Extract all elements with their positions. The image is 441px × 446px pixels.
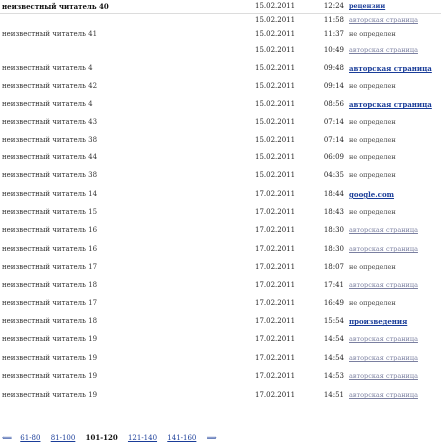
visit-date: 17.02.2011 — [255, 317, 296, 325]
table-row — [0, 279, 441, 292]
reader-name: неизвестный читатель 41 — [2, 30, 98, 38]
table-row — [0, 224, 441, 237]
visit-date: 17.02.2011 — [255, 245, 296, 253]
referrer-source[interactable]: авторская страница — [349, 391, 418, 399]
prev-page-arrow[interactable]: ⟸ — [2, 434, 13, 442]
visit-date: 17.02.2011 — [255, 391, 296, 399]
page-link-4[interactable]: 121-140 — [127, 434, 158, 442]
reader-name: неизвестный читатель 14 — [2, 190, 98, 198]
visit-time: 17:41 — [323, 281, 344, 289]
referrer-source: не определен — [349, 299, 396, 307]
table-row — [0, 188, 441, 201]
reader-name — [2, 44, 120, 57]
reader-name: неизвестный читатель 18 — [2, 281, 98, 289]
table-row — [0, 98, 441, 111]
visit-date: 17.02.2011 — [255, 299, 296, 307]
referrer-source[interactable]: авторская страница — [349, 335, 418, 343]
visit-time: 18:30 — [323, 245, 344, 253]
visit-time: 14:51 — [323, 391, 344, 399]
visit-time: 10:49 — [323, 46, 344, 54]
visit-date: 15.02.2011 — [255, 100, 296, 108]
visit-date: 15.02.2011 — [255, 16, 296, 24]
table-row — [0, 352, 441, 365]
reader-name: неизвестный читатель 18 — [2, 317, 98, 325]
reader-name: неизвестный читатель 40 — [2, 2, 109, 11]
referrer-source: не определен — [349, 82, 396, 90]
visit-time: 07:14 — [323, 118, 344, 126]
page-current: 101-120 — [85, 433, 118, 442]
referrer-source[interactable]: рецензии — [349, 2, 386, 10]
visit-time: 11:37 — [323, 30, 344, 38]
visit-date: 17.02.2011 — [255, 208, 296, 216]
table-row — [0, 134, 441, 147]
visit-time: 07:14 — [323, 136, 344, 144]
reader-name: неизвестный читатель 17 — [2, 263, 98, 271]
visit-date: 15.02.2011 — [255, 46, 296, 54]
table-row — [0, 297, 441, 310]
reader-name: неизвестный читатель 42 — [2, 82, 98, 90]
referrer-source: не определен — [349, 208, 396, 216]
visit-time: 18:43 — [323, 208, 344, 216]
visit-date: 15.02.2011 — [255, 171, 296, 179]
visit-date: 17.02.2011 — [255, 190, 296, 198]
reader-name: неизвестный читатель 17 — [2, 299, 98, 307]
referrer-source: не определен — [349, 30, 396, 38]
visit-time: 18:44 — [323, 190, 344, 198]
table-row — [0, 28, 441, 41]
referrer-source: не определен — [349, 118, 396, 126]
table-row — [0, 206, 441, 219]
page-link-5[interactable]: 141-160 — [167, 434, 197, 442]
referrer-source: не определен — [349, 263, 396, 271]
visit-date: 17.02.2011 — [255, 263, 296, 271]
visit-time: 14:54 — [323, 335, 344, 343]
reader-name: неизвестный читатель 4 — [2, 100, 93, 108]
visit-date: 17.02.2011 — [255, 335, 296, 343]
referrer-source[interactable]: авторская страница — [349, 46, 418, 54]
visit-time: 16:49 — [323, 299, 344, 307]
table-row — [0, 80, 441, 93]
page-link-1[interactable]: 61-80 — [20, 434, 41, 442]
visit-time: 09:14 — [323, 82, 344, 90]
next-page-arrow[interactable]: ⟹ — [206, 434, 217, 442]
table-row — [0, 389, 441, 402]
table-row — [0, 370, 441, 383]
visit-time: 11:58 — [323, 16, 344, 24]
reader-name: неизвестный читатель 19 — [2, 372, 98, 380]
referrer-source[interactable]: произведения — [349, 317, 408, 326]
table-row — [0, 243, 441, 256]
reader-name: неизвестный читатель 44 — [2, 153, 98, 161]
table-row — [0, 261, 441, 274]
visit-date: 17.02.2011 — [255, 226, 296, 234]
table-row — [0, 14, 441, 27]
visit-date: 15.02.2011 — [255, 118, 296, 126]
table-row — [0, 116, 441, 129]
table-row — [0, 169, 441, 182]
pagination — [2, 432, 439, 444]
referrer-source[interactable]: авторская страница — [349, 281, 418, 289]
visit-date: 17.02.2011 — [255, 354, 296, 362]
visit-date: 15.02.2011 — [255, 64, 296, 72]
visit-date: 15.02.2011 — [255, 153, 296, 161]
reader-name: неизвестный читатель 19 — [2, 354, 98, 362]
referrer-source[interactable]: авторская страница — [349, 16, 418, 24]
reader-name: неизвестный читатель 16 — [2, 245, 98, 253]
visit-time: 09:48 — [323, 64, 344, 72]
table-row — [0, 62, 441, 75]
visit-date: 17.02.2011 — [255, 281, 296, 289]
reader-name: неизвестный читатель 16 — [2, 226, 98, 234]
visit-time: 15:54 — [323, 317, 344, 325]
visit-time: 18:30 — [323, 226, 344, 234]
visit-time: 18:07 — [323, 263, 344, 271]
visit-time: 12:24 — [323, 2, 344, 10]
visit-time: 14:53 — [323, 372, 344, 380]
referrer-source[interactable]: авторская страница — [349, 100, 432, 109]
reader-name: неизвестный читатель 38 — [2, 136, 98, 144]
referrer-source[interactable]: авторская страница — [349, 64, 432, 73]
reader-name: неизвестный читатель 15 — [2, 208, 98, 216]
referrer-source: не определен — [349, 153, 396, 161]
referrer-source[interactable]: авторская страница — [349, 226, 418, 234]
visit-date: 17.02.2011 — [255, 372, 296, 380]
visit-time: 04:35 — [323, 171, 344, 179]
visit-time: 06:09 — [323, 153, 344, 161]
visit-date: 15.02.2011 — [255, 136, 296, 144]
visit-time: 08:56 — [323, 100, 344, 108]
visit-time: 14:54 — [323, 354, 344, 362]
referrer-source[interactable]: google.com — [349, 190, 395, 199]
page-link-2[interactable]: 81-100 — [50, 434, 76, 442]
table-row — [0, 0, 441, 13]
table-row — [0, 333, 441, 346]
referrer-source[interactable]: авторская страница — [349, 372, 418, 380]
visit-date: 15.02.2011 — [255, 82, 296, 90]
referrer-source[interactable]: авторская страница — [349, 245, 418, 253]
reader-name — [2, 14, 120, 27]
table-row — [0, 151, 441, 164]
table-row — [0, 315, 441, 328]
reader-name: неизвестный читатель 43 — [2, 118, 98, 126]
visit-date: 15.02.2011 — [255, 30, 296, 38]
reader-name: неизвестный читатель 38 — [2, 171, 98, 179]
referrer-source: не определен — [349, 136, 396, 144]
referrer-source: не определен — [349, 171, 396, 179]
reader-name: неизвестный читатель 19 — [2, 335, 98, 343]
referrer-source[interactable]: авторская страница — [349, 354, 418, 362]
visit-date: 15.02.2011 — [255, 2, 296, 10]
reader-name: неизвестный читатель 19 — [2, 391, 98, 399]
reader-name: неизвестный читатель 4 — [2, 64, 93, 72]
table-row — [0, 44, 441, 57]
